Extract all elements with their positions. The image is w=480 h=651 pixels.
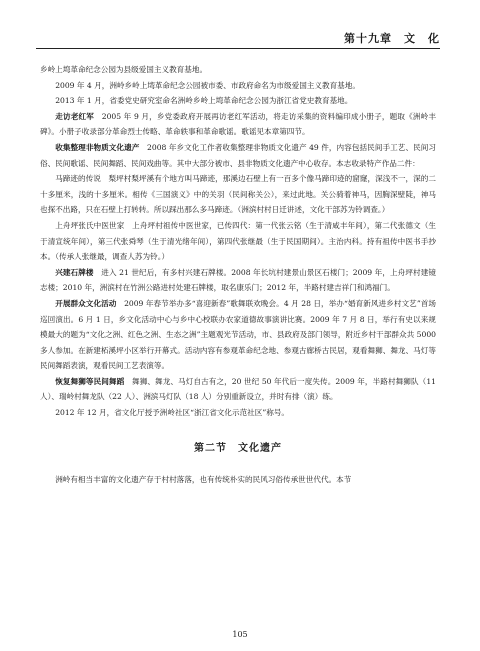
paragraph-1 bbox=[40, 62, 436, 78]
running-header: 第十九章 文 化 bbox=[344, 32, 440, 45]
section-intro bbox=[40, 472, 436, 488]
paragraph-text: 洲岭有相当丰富的文化遗产存于村村落落，也有传统朴实的民风习俗传承世世代代。本节 bbox=[55, 475, 352, 485]
paragraph-text: 舞狮、舞龙、马灯自古有之，20 世纪 50 年代后一度失传。2009 年，半路村舞狮队（11 人）、瑞岭村舞龙队（22 人）、洲滨马灯队（18 人）分别重新设立，并时有排（演）练。 bbox=[40, 376, 437, 402]
paragraph-2 bbox=[40, 78, 436, 94]
paragraph-text: 上舟坪张氏中医世家 上舟坪村祖传中医世家，已传四代：第一代张云铭（生于清咸丰年间），第二代张德文（生于清宣统年间），第三代张舜琴（生于清光绪年间），第四代张继最（生于民国期间）。主治内科。持有祖传中医书手抄本。（传承人张继最，调查人苏为铃。） bbox=[40, 220, 436, 262]
paragraph-8 bbox=[40, 265, 436, 296]
paragraph-4 bbox=[40, 109, 436, 140]
paragraph-text: 2009 年 4 月，洲岭乡岭上塆革命纪念公园被市委、市政府命名为市级爱国主义教育基地。 bbox=[55, 80, 360, 90]
paragraph-3 bbox=[40, 93, 436, 109]
paragraph-5 bbox=[40, 140, 436, 171]
paragraph-7 bbox=[40, 218, 436, 265]
paragraph-text: 乡岭上塆革命纪念公园为县级爱国主义教育基地。 bbox=[40, 65, 208, 74]
paragraph-6 bbox=[40, 171, 436, 218]
paragraph-lead: 收集整理非物质文化遗产 bbox=[55, 142, 140, 152]
paragraph-lead: 开展群众文化活动 bbox=[55, 298, 117, 308]
paragraph-text: 进入 21 世纪后，有多村兴建石牌楼。2008 年长坑村建景山景区石楼门；2009 年，上舟坪村建镜志楼；2010 年，洲滨村在竹洲公路进村处建石牌楼，取名康乐门；2012 年，半路村建吉祥门和鸿福门。 bbox=[40, 267, 437, 293]
paragraph-text: 马蹄迹的传说 梨坪村梨坪溪有个地方叫马蹄迹，那溪边石壁上有一百多个像马蹄印迹的窟窿，深浅不一，深的二十多厘米，浅的十多厘米。相传《三国演义》中的关羽（民间称关公），来过此地。关公骑着神马，因胸深壁陡，神马也探不出路，只在石壁上打转转。所以踩出那么多马蹄迹。（洲滨村村日迁讲述，文化干部苏为铃调查。） bbox=[40, 174, 436, 215]
paragraph-lead: 走访老红军 bbox=[55, 111, 94, 121]
paragraph-text: 2012 年 12 月，省文化厅授予洲岭社区“浙江省文化示范社区”称号。 bbox=[55, 408, 290, 418]
section-title: 第二节 文化遗产 bbox=[194, 442, 282, 454]
paragraph-text: 2013 年 1 月，省委党史研究室命名洲岭乡岭上塆革命纪念公园为浙江省党史教育基地。 bbox=[55, 96, 353, 106]
page-body bbox=[40, 62, 436, 488]
paragraph-text: 2008 年乡文化工作者收集整理非物质文化遗产 49 件，内容包括民间手工艺、民间习俗、民间歌谣、民间舞蹈、民间戏曲等。其中大部分被市、县非物质文化遗产中心收存。本志收录特产作品二件： bbox=[40, 142, 436, 168]
paragraph-11 bbox=[40, 405, 436, 421]
paragraph-text: 2005 年 9 月，乡党委政府开展再访老红军活动，将走访采集的资料编印成小册子，题取《洲岭丰碑》。小册子收录部分革命烈士传略、革命轶事和革命歌谣。歌谣见本章第四节。 bbox=[40, 111, 437, 137]
paragraph-lead: 恢复舞狮等民间舞蹈 bbox=[55, 376, 125, 386]
page-number: 105 bbox=[232, 630, 248, 639]
header-rule bbox=[36, 48, 440, 49]
paragraph-text: 2009 年春节举办多“喜迎新春”歌舞联欢晚会。4 月 28 日，举办“婚育新风进乡村文艺”首场巡回演出。6 月 1 日，乡文化活动中心与乡中心校联办农家道德故事演讲比赛。2009 年 7 月 8 日，举行有史以来规模最大的题为“文化之洲、红色之洲、生态之洲”主题观光节活动，市、县政府及部门领导，附近乡村干部群众共 5000 多人参加。在新建柘溪坪小区举行开幕式。活动内容有参观革命纪念地、参观古廊桥古民居，观看舞狮、舞龙、马灯等民间舞蹈表演，观看民间工艺表演等。 bbox=[40, 298, 437, 371]
paragraph-10 bbox=[40, 374, 436, 405]
paragraph-lead: 兴建石牌楼 bbox=[55, 267, 94, 277]
paragraph-9 bbox=[40, 296, 436, 374]
